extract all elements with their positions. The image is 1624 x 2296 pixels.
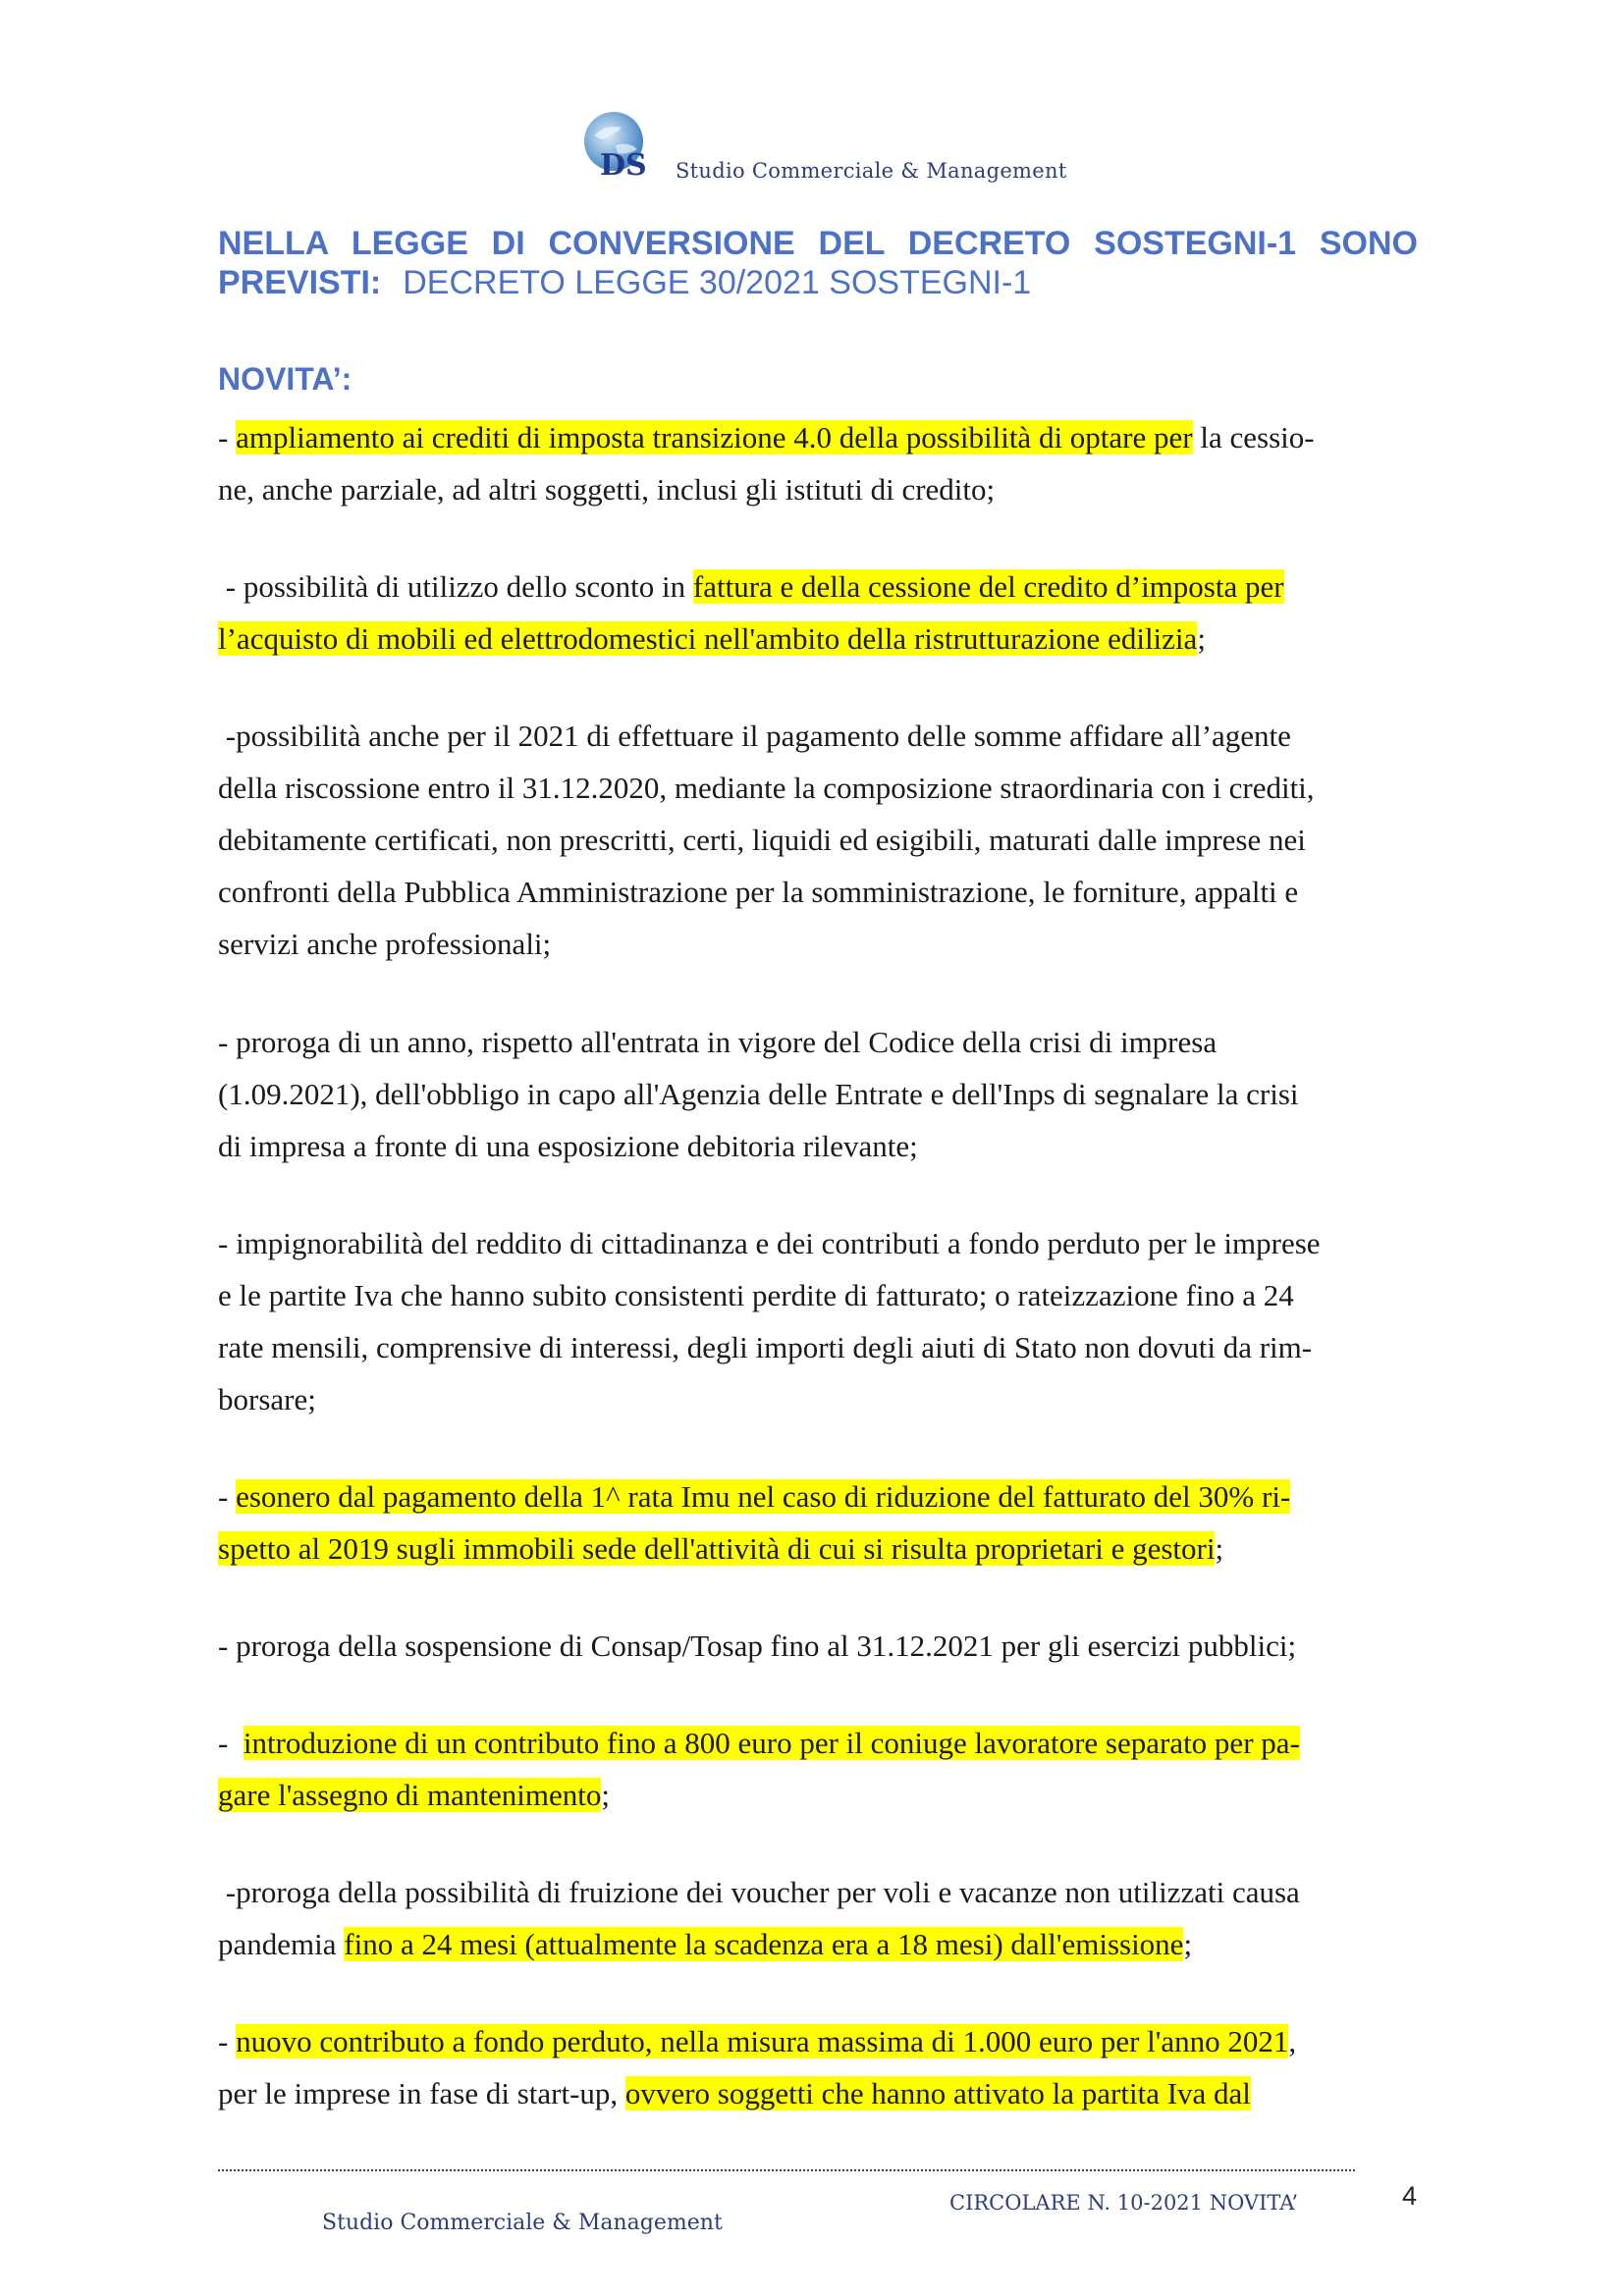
- text-run: della riscossione entro il 31.12.2020, mediante la composizione straordinaria con i crediti,: [218, 771, 1315, 805]
- paragraph-line: [218, 1269, 1418, 1321]
- paragraph-line: [218, 2067, 1418, 2119]
- footer-cropped-text: [236, 2254, 560, 2260]
- paragraph-line: [218, 1769, 1418, 1821]
- text-run: ;: [1197, 621, 1206, 656]
- text-run: -proroga della possibilità di fruizione dei voucher per voli e vacanze non utilizzati causa: [218, 1875, 1300, 1909]
- paragraph: [218, 1620, 1418, 1672]
- highlighted-text: ovvero soggetti che hanno attivato la partita Iva dal: [624, 2076, 1251, 2110]
- highlighted-text: nuovo contributo a fondo perduto, nella misura massima di 1.000 euro per l'anno 2021: [236, 2024, 1289, 2058]
- svg-text:DS: DS: [600, 148, 647, 183]
- paragraph-line: [218, 411, 1418, 463]
- paragraph-line: [218, 1068, 1418, 1120]
- paragraph-line: [218, 1373, 1418, 1425]
- footer-circolare: CIRCOLARE N. 10-2021 NOVITA’: [949, 2191, 1299, 2215]
- text-run: debitamente certificati, non prescritti, certi, liquidi ed esigibili, maturati dalle imprese nei: [218, 823, 1306, 857]
- text-run: ,: [1288, 2024, 1297, 2058]
- document-title: NELLA LEGGE DI CONVERSIONE DEL DECRETO SOSTEGNI-1 SONO: [218, 225, 1418, 262]
- highlighted-text: fattura e della cessione del credito d’imposta per: [692, 569, 1284, 604]
- highlighted-text: gare l'assegno di mantenimento: [218, 1778, 602, 1812]
- paragraph-line: [218, 710, 1418, 762]
- text-run: - impignorabilità del reddito di cittadinanza e dei contributi a fondo perduto per le imprese: [218, 1226, 1321, 1260]
- paragraph-line: [218, 1321, 1418, 1373]
- document-subtitle: [218, 263, 1031, 302]
- text-run: -possibilità anche per il 2021 di effettuare il pagamento delle somme affidare all’agente: [218, 719, 1291, 753]
- paragraph-line: [218, 613, 1418, 665]
- highlighted-text: spetto al 2019 sugli immobili sede dell'attività di cui si risulta proprietari e gestori: [218, 1531, 1216, 1566]
- text-run: rate mensili, comprensive di interessi, degli importi degli aiuti di Stato non dovuti da rim-: [218, 1330, 1313, 1364]
- text-run: -: [218, 2024, 237, 2058]
- text-run: per le imprese in fase di start-up,: [218, 2076, 625, 2110]
- text-run: - proroga di un anno, rispetto all'entrata in vigore del Codice della crisi di impresa: [218, 1025, 1218, 1059]
- text-run: -: [218, 1726, 244, 1760]
- paragraph: [218, 561, 1418, 665]
- studio-logo: [576, 106, 655, 185]
- highlighted-text: esonero dal pagamento della 1^ rata Imu nel caso di riduzione del fatturato del 30% ri-: [236, 1479, 1291, 1514]
- paragraph: [218, 1217, 1418, 1425]
- text-run: di impresa a fronte di una esposizione debitoria rilevante;: [218, 1129, 918, 1163]
- text-run: pandemia: [218, 1927, 345, 1961]
- paragraph: [218, 1866, 1418, 1970]
- paragraph-line: [218, 1866, 1418, 1918]
- paragraph-line: [218, 463, 1418, 515]
- text-run: -: [218, 1479, 237, 1514]
- title-decree: DECRETO LEGGE 30/2021 SOSTEGNI-1: [403, 264, 1032, 301]
- paragraph-line: [218, 1470, 1418, 1522]
- highlighted-text: l’acquisto di mobili ed elettrodomestici nell'ambito della ristrutturazione edilizia: [218, 621, 1198, 656]
- paragraph: [218, 710, 1418, 970]
- paragraph-line: [218, 2015, 1418, 2067]
- text-run: -: [218, 420, 237, 454]
- paragraph-line: [218, 1522, 1418, 1575]
- text-run: borsare;: [218, 1382, 316, 1416]
- paragraph-line: [218, 1120, 1418, 1172]
- paragraph: [218, 1717, 1418, 1821]
- paragraph-line: [218, 561, 1418, 613]
- paragraph-line: [218, 1620, 1418, 1672]
- paragraph: [218, 1470, 1418, 1575]
- highlighted-text: introduzione di un contributo fino a 800 euro per il coniuge lavoratore separato per pa-: [243, 1726, 1300, 1760]
- text-run: - possibilità di utilizzo dello sconto in: [218, 569, 693, 604]
- text-run: ;: [601, 1778, 611, 1812]
- paragraph-line: [218, 1918, 1418, 1970]
- text-run: ;: [1183, 1927, 1193, 1961]
- footer-divider: [218, 2169, 1355, 2171]
- page-number: 4: [1402, 2181, 1418, 2211]
- text-run: servizi anche professionali;: [218, 927, 552, 961]
- text-run: (1.09.2021), dell'obbligo in capo all'Agenzia delle Entrate e dell'Inps di segnalare la crisi: [218, 1077, 1299, 1111]
- text-run: - proroga della sospensione di Consap/Tosap fino al 31.12.2021 per gli esercizi pubblici;: [218, 1629, 1297, 1663]
- paragraph: [218, 411, 1418, 515]
- paragraph: [218, 1016, 1418, 1172]
- paragraph-line: [218, 866, 1418, 918]
- paragraph-line: [218, 1717, 1418, 1769]
- text-run: la cessio-: [1192, 420, 1315, 454]
- header-studio-name: Studio Commerciale & Management: [676, 159, 1067, 183]
- highlighted-text: ampliamento ai crediti di imposta transizione 4.0 della possibilità di optare per: [236, 420, 1193, 454]
- text-run: e le partite Iva che hanno subito consistenti perdite di fatturato; o rateizzazione fino a 24: [218, 1278, 1294, 1312]
- paragraph-line: [218, 1016, 1418, 1068]
- paragraph-line: [218, 1217, 1418, 1269]
- paragraph-line: [218, 918, 1418, 970]
- text-run: ne, anche parziale, ad altri soggetti, inclusi gli istituti di credito;: [218, 472, 996, 507]
- section-label-novita: NOVITA’:: [218, 361, 352, 397]
- text-run: confronti della Pubblica Amministrazione per la somministrazione, le forniture, appalti e: [218, 875, 1299, 909]
- paragraph: [218, 2015, 1418, 2119]
- footer-studio-name: Studio Commerciale & Management: [322, 2211, 723, 2235]
- highlighted-text: fino a 24 mesi (attualmente la scadenza era a 18 mesi) dall'emissione: [344, 1927, 1184, 1961]
- text-run: ;: [1215, 1531, 1224, 1566]
- paragraph-line: [218, 762, 1418, 814]
- paragraph-line: [218, 814, 1418, 866]
- title-previsti: PREVISTI:: [218, 264, 382, 301]
